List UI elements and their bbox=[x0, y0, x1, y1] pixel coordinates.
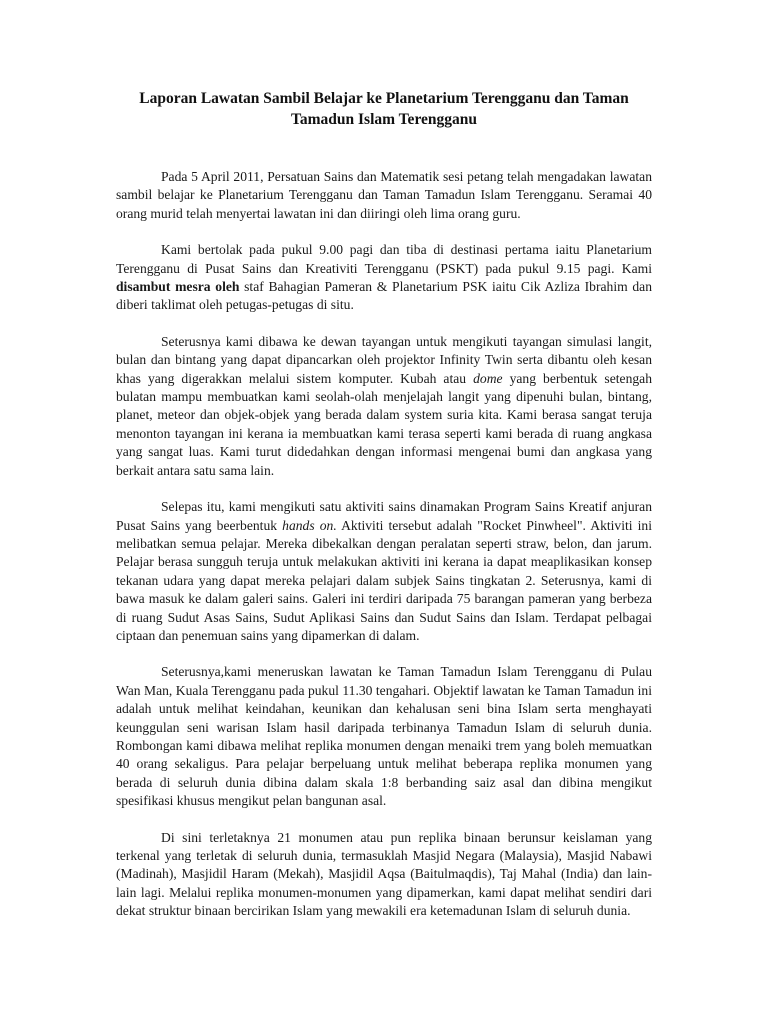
paragraph-4-italic-text: hands on. bbox=[282, 517, 337, 533]
paragraph-2 bbox=[116, 241, 652, 315]
paragraph-1: Pada 5 April 2011, Persatuan Sains dan Matematik sesi petang telah mengadakan lawatan sambil belajar ke Planetarium Terengganu dan Taman Tamadun Islam Terengganu. Seramai 40 orang murid telah menyertai lawatan ini dan diiringi oleh lima orang guru. bbox=[116, 169, 652, 221]
paragraph-5: Seterusnya,kami meneruskan lawatan ke Taman Tamadun Islam Terengganu di Pulau Wan Man, Kuala Terengganu pada pukul 11.30 tengahari. Objektif lawatan ke Taman Tamadun ini adalah untuk melihat keindahan, keunikan dan kehalusan seni bina Islam serta menghayati keunggulan seni warisan Islam hasil daripada terbinanya Tamadun Islam di seluruh dunia. Rombongan kami dibawa melihat replika monumen dengan menaiki trem yang boleh memuatkan 40 orang sekaligus. Para pelajar berpeluang untuk melihat beberapa replika monumen yang berada di seluruh dunia dibina dalam skala 1:8 berbanding saiz asal dan dibina mengikut spesifikasi khusus mengikut pelan bangunan asal. bbox=[116, 664, 652, 809]
paragraph-2-text-a: Kami bertolak pada pukul 9.00 pagi dan tiba di destinasi pertama iaitu Planetarium Terengganu di Pusat Sains dan Kreativiti Terengganu (PSKT) pada pukul 9.15 pagi. Kami bbox=[116, 242, 652, 276]
paragraph-3 bbox=[116, 333, 652, 480]
paragraph-2-text-c: staf Bahagian Pameran & Planetarium PSK iaitu Cik Azliza Ibrahim dan diberi taklimat oleh petugas-petugas di situ. bbox=[116, 279, 652, 313]
paragraph-6: Di sini terletaknya 21 monumen atau pun replika binaan berunsur keislaman yang terkenal yang terletak di seluruh dunia, termasuklah Masjid Negara (Malaysia), Masjid Nabawi (Madinah), Masjidil Haram (Mekah), Masjidil Aqsa (Baitulmaqdis), Taj Mahal (India) dan lain-lain lagi. Melalui replika monumen-monumen yang dipamerkan, kami dapat melihat sendiri dari dekat struktur binaan bercirikan Islam yang mewakili era ketemadunan Islam di seluruh dunia. bbox=[116, 829, 652, 919]
document-page bbox=[116, 88, 652, 939]
paragraph-4-text-a: Selepas itu, kami mengikuti satu aktiviti sains dinamakan Program Sains Kreatif anjuran Pusat Sains yang beerbentuk bbox=[116, 499, 652, 533]
paragraph-3-text-c: yang berbentuk setengah bulatan mampu membuatkan kami seolah-olah menjelajah langit yang dipenuhi bulan, bintang, planet, meteor dan objek-objek yang berada dalam system suria kita. Kami berasa sangat teruja menonton tayangan ini kerana ia membuatkan kami terasa seperti kami berada di ruang angkasa yang sangat luas. Kami turut didedahkan dengan informasi mengenai bumi dan angkasa yang berkait antara satu sama lain. bbox=[116, 370, 652, 478]
paragraph-4-text-c: Aktiviti tersebut adalah "Rocket Pinwheel". Aktiviti ini melibatkan semua pelajar. Mereka dibekalkan dengan peralatan seperti straw, belon, dan jarum. Pelajar berasa sungguh teruja untuk melakukan aktiviti ini kerana ia dapat meaplikasikan konsep tekanan udara yang dapat mereka pelajari dalam subjek Sains tingkatan 2. Seterusnya, kami di bawa masuk ke dalam galeri sains. Galeri ini terdiri daripada 75 barangan pameran yang berbeza di ruang Sudut Asas Sains, Sudut Aplikasi Sains dan Sudut Sains dan Islam. Terdapat pelbagai ciptaan dan penemuan sains yang dipamerkan di dalam. bbox=[116, 517, 652, 643]
paragraph-4 bbox=[116, 498, 652, 645]
document-title: Laporan Lawatan Sambil Belajar ke Planetarium Terengganu dan Taman Tamadun Islam Terengganu bbox=[139, 90, 629, 128]
paragraph-3-italic-text: dome bbox=[473, 370, 503, 386]
paragraph-2-bold-text: disambut mesra oleh bbox=[116, 279, 240, 295]
paragraph-3-text-a: Seterusnya kami dibawa ke dewan tayangan untuk mengikuti tayangan simulasi langit, bulan dan bintang yang dapat dipancarkan oleh projektor Infinity Twin serta dibantu oleh kesan khas yang digerakkan melalui sistem komputer. Kubah atau bbox=[116, 333, 652, 386]
